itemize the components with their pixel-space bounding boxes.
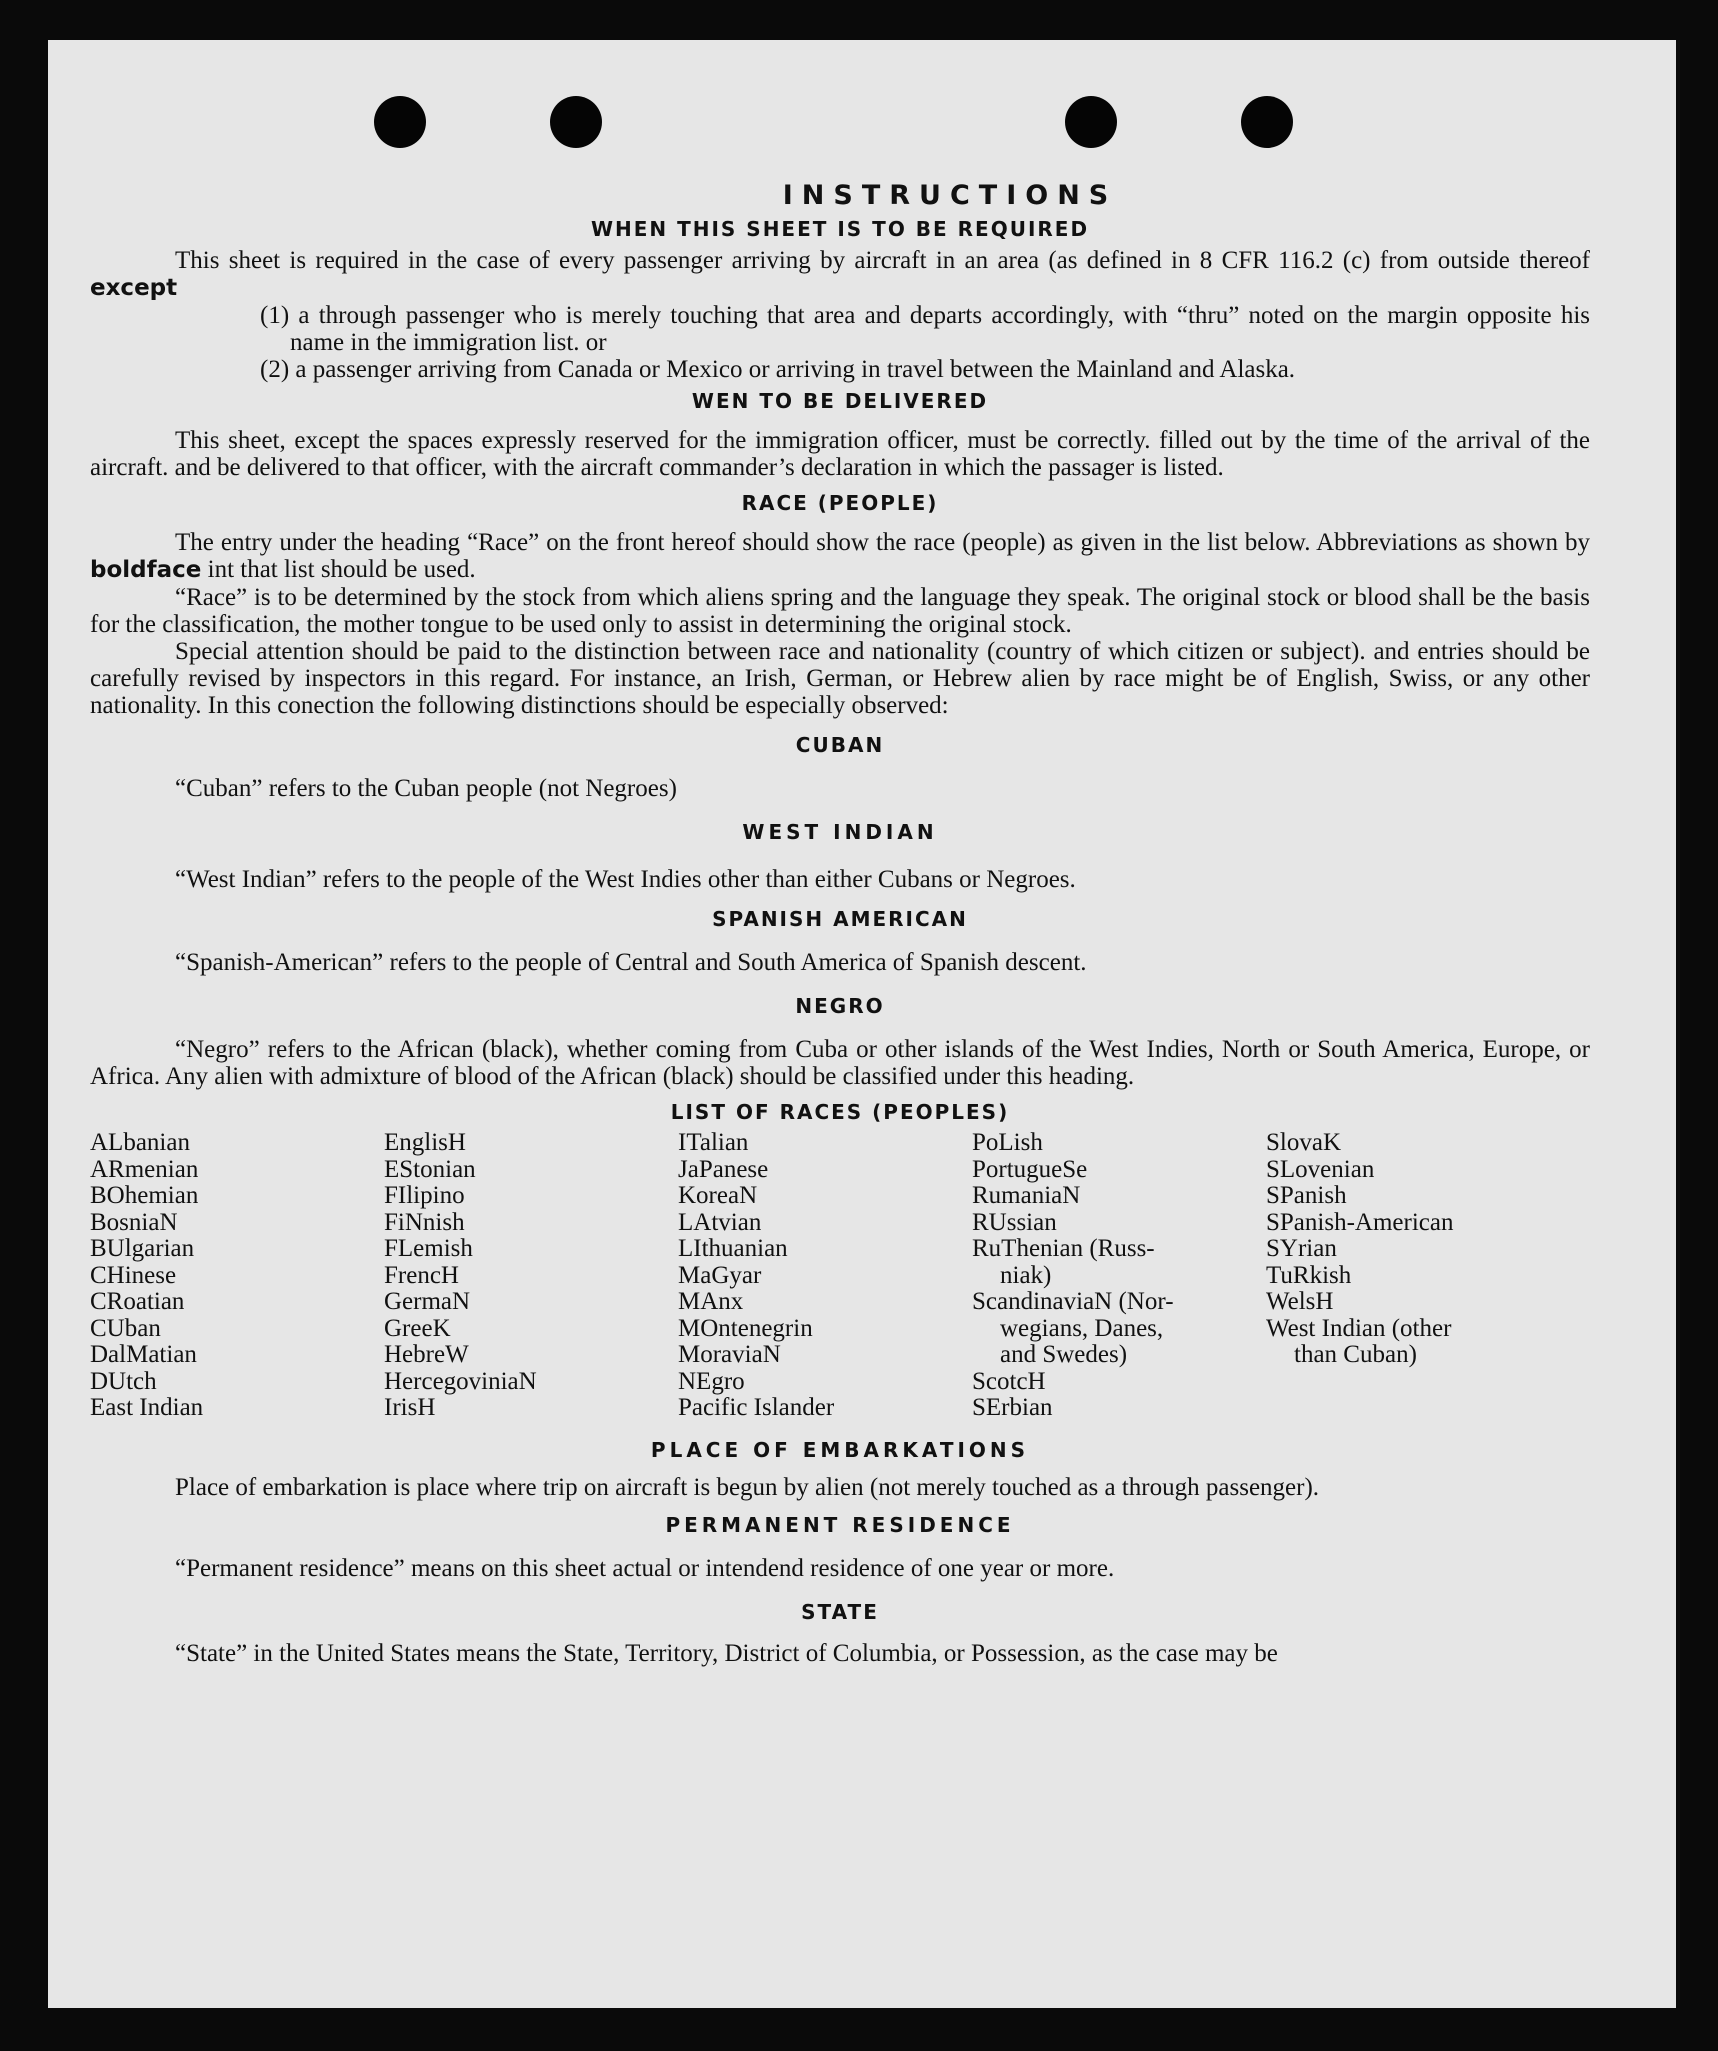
race-entry: MaGyar [678, 1261, 762, 1289]
race-entry: MOntenegrin [678, 1314, 813, 1342]
race-entry: RUssian [972, 1208, 1057, 1236]
race-entry: SYrian [1266, 1235, 1337, 1262]
race-entry: CRoatian [90, 1288, 185, 1315]
when-required-intro-text: This sheet is required in the case of every passenger arriving by aircraft in an area (as defined in 8 CFR 116.2 (c) from outside thereof [175, 247, 1590, 274]
race-entry: PortugueSe [972, 1155, 1088, 1183]
race-entry: SErbian [972, 1394, 1053, 1421]
punch-hole [1241, 96, 1293, 148]
race-paragraph-3: Special attention should be paid to the distinction between race and nationality (country of which citizen or subject). and entries should be carefully revised by inspectors in this regard. For instance, an Irish, German, or Hebrew alien by race might be of English, Swiss, or any other nationality. In this conection the following distinctions should be especially observed: [90, 638, 1590, 719]
race-entry: MAnx [678, 1288, 744, 1315]
when-required-intro [90, 247, 1590, 302]
race-entry: EnglisH [384, 1129, 466, 1156]
race-entry: MoraviaN [678, 1341, 781, 1368]
race-p1-text-b: int that list should be used. [207, 556, 476, 583]
race-entry: IrisH [384, 1394, 436, 1421]
race-entry: PoLish [972, 1129, 1043, 1156]
race-entry-continuation: and Swedes) [1000, 1341, 1128, 1368]
races-column-5 [1266, 1130, 1560, 1422]
race-entry: GreeK [384, 1314, 451, 1342]
heading-when-required: WHEN THIS SHEET IS TO BE REQUIRED [590, 217, 1090, 241]
race-entry: LIthuanian [678, 1235, 788, 1262]
race-entry: LAtvian [678, 1208, 762, 1236]
race-entry: ScandinaviaN (Nor- [972, 1288, 1174, 1315]
punch-hole [1065, 96, 1117, 148]
race-entry: FIlipino [384, 1182, 465, 1209]
except-bold: except [90, 275, 178, 301]
exception-item-1: (1) a through passenger who is merely touching that area and departs accordingly, with “thru” noted on the margin opposite his name in the immigration list. or [260, 302, 1590, 356]
heading-west-indian: WEST INDIAN [742, 820, 938, 844]
race-entry: RumaniaN [972, 1182, 1081, 1209]
race-entry: WelsH [1266, 1288, 1334, 1315]
heading-spanish-american: SPANISH AMERICAN [712, 907, 968, 931]
race-entry: SlovaK [1266, 1129, 1341, 1156]
heading-when-delivered: WEN TO BE DELIVERED [691, 389, 989, 413]
race-entry: SLovenian [1266, 1155, 1375, 1183]
race-entry: DUtch [90, 1367, 157, 1395]
race-entry: GermaN [384, 1288, 471, 1315]
instructions-content [90, 180, 1590, 1667]
race-entry-continuation: wegians, Danes, [1000, 1314, 1164, 1342]
races-column-2 [384, 1130, 678, 1422]
negro-text: “Negro” refers to the African (black), whether coming from Cuba or other islands of the West Indies, North or South America, Europe, or Africa. Any alien with admixture of blood of the African (black) should be classified under this heading. [90, 1036, 1590, 1090]
race-entry: CUban [90, 1314, 161, 1342]
races-column-3 [678, 1130, 972, 1422]
races-column-1 [90, 1130, 384, 1422]
heading-embarkation: PLACE OF EMBARKATIONS [650, 1437, 1030, 1462]
race-entry: ARmenian [90, 1155, 199, 1183]
race-entry: EStonian [384, 1155, 476, 1183]
race-entry: SPanish [1266, 1182, 1347, 1209]
race-entry: Pacific Islander [678, 1394, 835, 1421]
spanish-american-text: “Spanish-American” refers to the people of Central and South America of Spanish descent. [175, 949, 1087, 976]
heading-permanent-residence: PERMANENT RESIDENCE [665, 1512, 1015, 1537]
heading-negro: NEGRO [795, 994, 885, 1018]
race-entry: CHinese [90, 1261, 177, 1289]
race-entry: ITalian [678, 1129, 749, 1156]
race-entry: NEgro [678, 1367, 745, 1395]
punch-hole [550, 96, 602, 148]
exception-item-2: (2) a passenger arriving from Canada or Mexico or arriving in travel between the Mainland and Alaska. [260, 356, 1296, 383]
heading-race: RACE (PEOPLE) [741, 491, 939, 515]
race-entry: West Indian (other [1266, 1314, 1452, 1342]
race-entry: ALbanian [90, 1129, 190, 1156]
race-entry: HercegoviniaN [384, 1367, 537, 1395]
cuban-text: “Cuban” refers to the Cuban people (not Negroes) [175, 775, 677, 802]
race-entry: FLemish [384, 1235, 473, 1262]
heading-state: STATE [801, 1599, 879, 1624]
race-entry-continuation: than Cuban) [1294, 1341, 1417, 1368]
residence-text: “Permanent residence” means on this sheet actual or intendend residence of one year or more. [175, 1554, 1115, 1582]
race-entry: TuRkish [1266, 1261, 1352, 1289]
race-entry: JaPanese [678, 1155, 769, 1183]
race-entry: RuThenian (Russ- [972, 1235, 1155, 1262]
race-p1-text-a: The entry under the heading “Race” on the front hereof should show the race (people) as given in the list below. Abbreviations as shown by [175, 529, 1590, 556]
west-indian-text: “West Indian” refers to the people of the West Indies other than either Cubans or Negroes. [175, 866, 1076, 893]
race-entry-continuation: niak) [1000, 1261, 1052, 1289]
race-entry: DalMatian [90, 1341, 197, 1368]
document-page [48, 40, 1676, 2008]
race-entry: HebreW [384, 1341, 469, 1368]
heading-cuban: CUBAN [795, 733, 885, 757]
races-list [90, 1130, 1590, 1422]
race-entry: KoreaN [678, 1182, 758, 1209]
race-entry: BOhemian [90, 1182, 199, 1209]
race-entry: FiNnish [384, 1208, 465, 1236]
race-entry: FrencH [384, 1261, 459, 1289]
race-entry: East Indian [90, 1394, 204, 1421]
boldface-bold: boldface [90, 557, 202, 583]
when-delivered-text: This sheet, except the spaces expressly reserved for the immigration officer, must be correctly. filled out by the time of the arrival of the aircraft. and be delivered to that officer, with the aircraft commander’s declaration in which the passager is listed. [90, 427, 1590, 481]
punch-hole [374, 96, 426, 148]
race-paragraph-2: “Race” is to be determined by the stock from which aliens spring and the language they speak. The original stock or blood shall be the basis for the classification, the mother tongue to be used only to assist in determining the original stock. [90, 584, 1590, 638]
page-title: INSTRUCTIONS [782, 180, 1118, 211]
race-entry: BUlgarian [90, 1235, 195, 1262]
race-entry: BosniaN [90, 1208, 178, 1236]
race-entry: ScotcH [972, 1367, 1046, 1395]
race-entry: SPanish-American [1266, 1208, 1454, 1236]
heading-list-of-races: LIST OF RACES (PEOPLES) [670, 1100, 1010, 1124]
state-text: “State” in the United States means the State, Territory, District of Columbia, or Possession, as the case may be [175, 1639, 1278, 1667]
embarkation-text: Place of embarkation is place where trip on aircraft is begun by alien (not merely touched as a through passenger). [175, 1473, 1320, 1501]
race-paragraph-1 [90, 529, 1590, 584]
races-column-4 [972, 1130, 1266, 1422]
